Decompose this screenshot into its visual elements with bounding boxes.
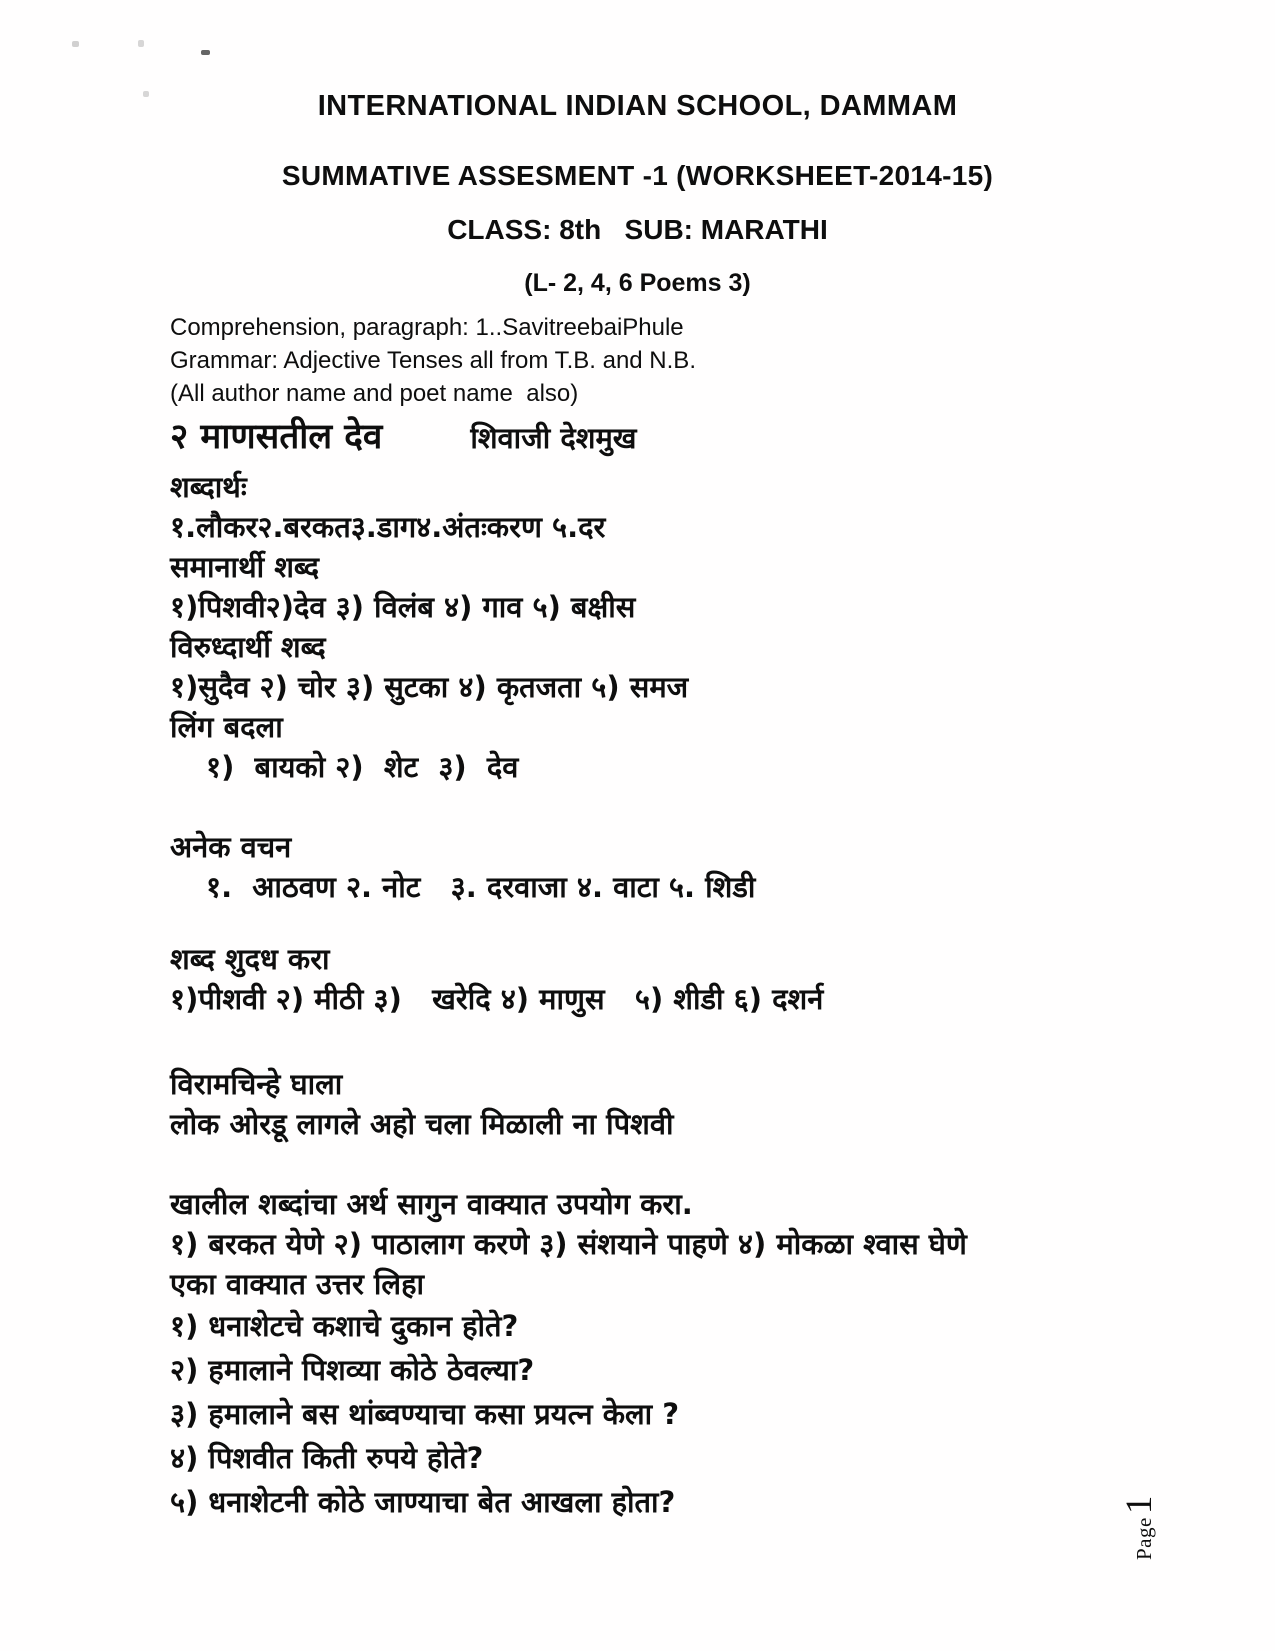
syllabus-note-comprehension: Comprehension, paragraph: 1..SavitreebaiPhule: [170, 314, 684, 341]
viramchinhe-sentence: लोक ओरडू लागले अहो चला मिळाली ना पिशवी: [170, 1107, 674, 1141]
scan-speck: [201, 50, 210, 55]
samanarthi-heading: समानार्थी शब्द: [170, 550, 319, 584]
question-4: ४) पिशवीत किती रुपये होते?: [170, 1441, 484, 1475]
document-body: [0, 311, 1275, 1524]
syllabus-note-authors: (All author name and poet name also): [170, 380, 579, 407]
anek-vachan-items: १. आठवण २. नोट ३. दरवाजा ४. वाटा ५. शिडी: [206, 870, 756, 904]
shabda-shudh-heading: शब्द शुदध करा: [170, 942, 330, 976]
scan-speck: [138, 40, 144, 47]
shabdarth-items: १.लौकर२.बरकत३.डाग४.अंतःकरण ५.दर: [170, 510, 606, 544]
ling-badla-heading: लिंग बदला: [170, 710, 283, 744]
page-number-footer: [1118, 1420, 1162, 1560]
shabda-shudh-items: १)पीशवी २) मीठी ३) खरेदि ४) माणुस ५) शीडी ६) दशर्न: [170, 982, 824, 1016]
lesson-title: २ माणसतील देव: [170, 417, 383, 457]
scan-speck: [143, 91, 149, 97]
virudhdarthi-items: १)सुदैव २) चोर ३) सुटका ४) कृतजता ५) समज: [170, 670, 689, 704]
arth-vakya-items: १) बरकत येणे २) पाठालाग करणे ३) संशयाने पाहणे ४) मोकळा श्वास घेणे: [170, 1227, 967, 1261]
page-number-word: Page: [1132, 1517, 1156, 1560]
question-1: १) धनाशेटचे कशाचे दुकान होते?: [170, 1309, 519, 1343]
lessons-covered: (L- 2, 4, 6 Poems 3): [524, 269, 751, 297]
ling-badla-items: १) बायको २) शेट ३) देव: [206, 750, 519, 784]
lesson-author: शिवाजी देशमुख: [470, 421, 637, 455]
syllabus-note-grammar: Grammar: Adjective Tenses all from T.B. and N.B.: [170, 347, 696, 374]
scan-speck: [72, 41, 79, 47]
document-header: [0, 0, 1275, 298]
arth-vakya-heading: खालील शब्दांचा अर्थ सागुन वाक्यात उपयोग करा.: [170, 1187, 693, 1221]
class-subject: CLASS: 8th SUB: MARATHI: [447, 214, 828, 245]
anek-vachan-heading: अनेक वचन: [170, 830, 292, 864]
shabdarth-heading: शब्दार्थः: [170, 470, 247, 504]
viramchinhe-heading: विरामचिन्हे घाला: [170, 1067, 343, 1101]
page-number-value: 1: [1119, 1495, 1160, 1515]
one-line-answers-heading: एका वाक्यात उत्तर लिहा: [170, 1267, 424, 1301]
samanarthi-items: १)पिशवी२)देव ३) विलंब ४) गाव ५) बक्षीस: [170, 590, 636, 624]
question-2: २) हमालाने पिशव्या कोठे ठेवल्या?: [170, 1353, 535, 1387]
assessment-title: SUMMATIVE ASSESMENT -1 (WORKSHEET-2014-15): [281, 160, 994, 191]
lesson-heading-row: [170, 414, 1135, 467]
virudhdarthi-heading: विरुध्दार्थी शब्द: [170, 630, 326, 664]
question-3: ३) हमालाने बस थांब्वण्याचा कसा प्रयत्न केला ?: [170, 1397, 680, 1431]
school-name: INTERNATIONAL INDIAN SCHOOL, DAMMAM: [317, 90, 958, 122]
question-5: ५) धनाशेटनी कोठे जाण्याचा बेत आखला होता?: [170, 1485, 676, 1519]
